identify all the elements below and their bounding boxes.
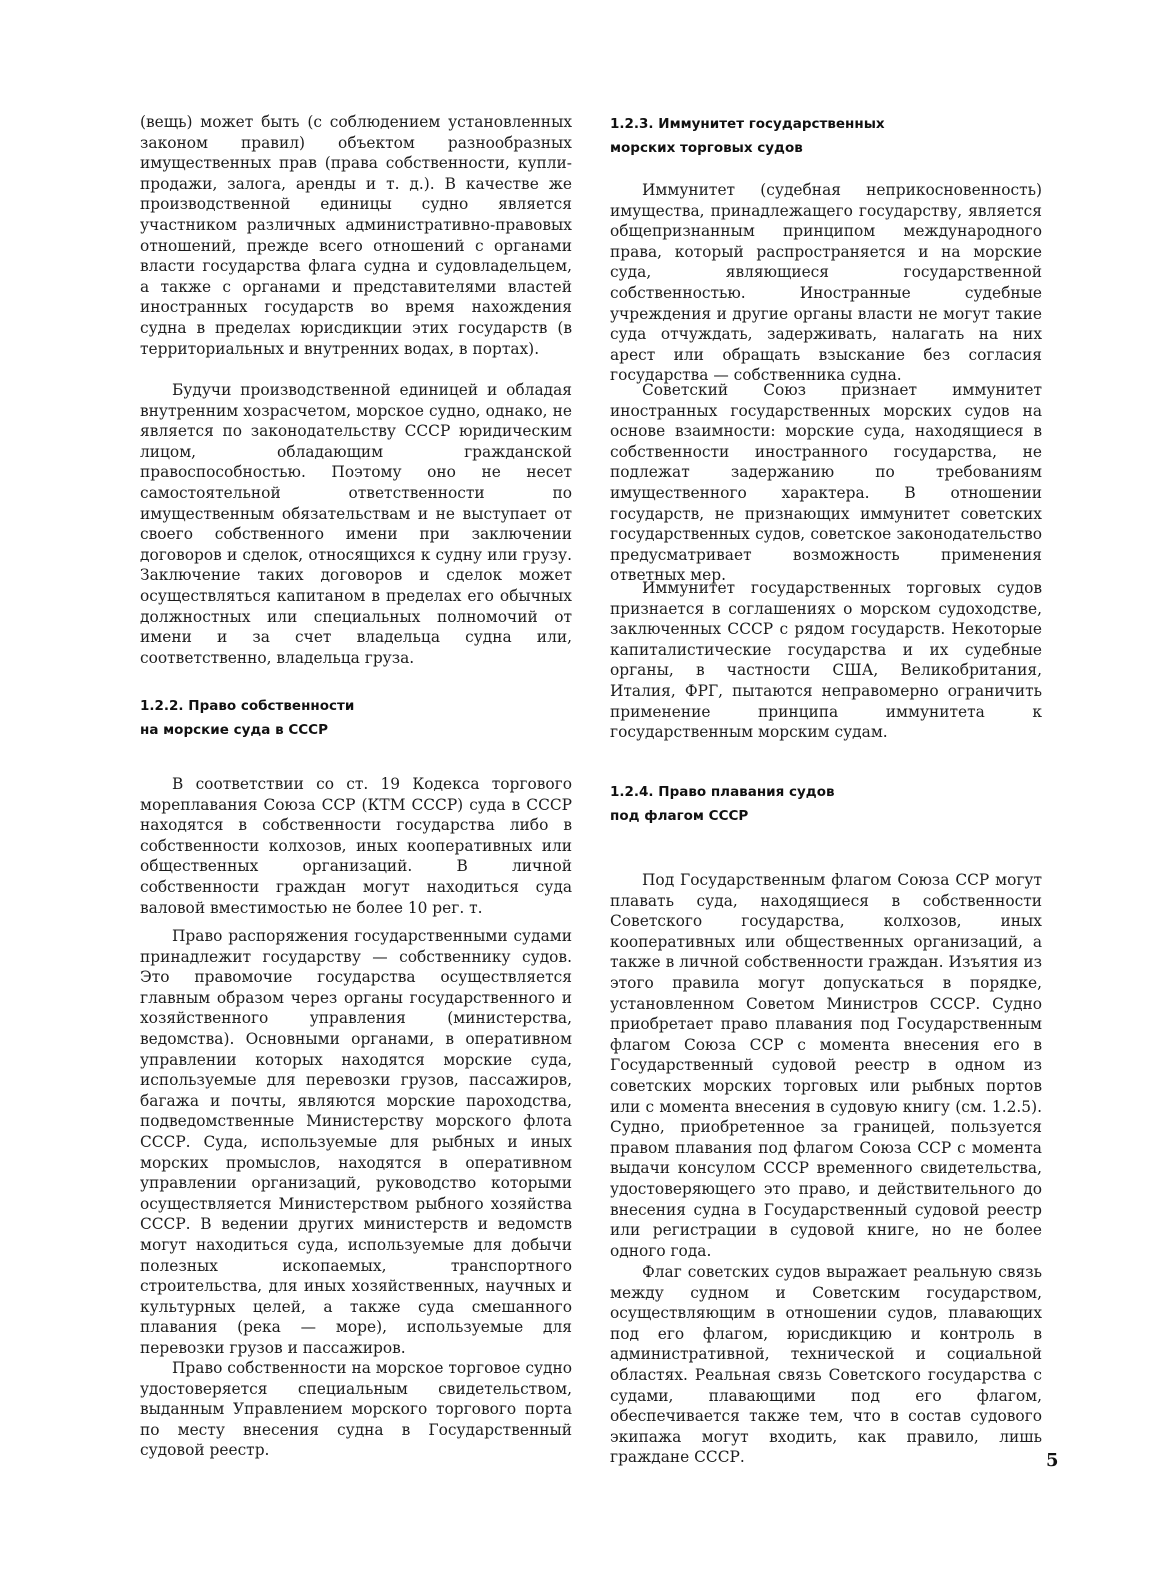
paragraph: Флаг советских судов выражает реальную связь между судном и Советским государством, осуществляющим в отношении судов, плавающих под его флагом, юрисдикцию и контроль в административной, технической и социальной областях. Реальная связь Советского государства с судами, плавающими под его флагом, обеспечивается также тем, что в состав судового экипажа могут входить, как правило, лишь граждане СССР. bbox=[610, 1263, 1042, 1467]
paragraph: Право собственности на морское торговое судно удостоверяется специальным свидетельством, выданным Управлением морского торгового порта по месту внесения судна в Государственный судовой реестр. bbox=[140, 1359, 572, 1460]
heading-line: под флагом СССР bbox=[610, 808, 749, 824]
paragraph: Будучи производственной единицей и обладая внутренним хозрасчетом, морское судно, однако, не является по законодательству СССР юридическим лицом, обладающим гражданской правоспособностью. Поэтому оно не несет самостоятельной ответственности по имущественным обязательствам и не выступает от своего собственного имени при заключении договоров и сделок, относящихся к судну или грузу. Заключение таких договоров и сделок может осуществляться капитаном в пределах его обычных должностных или специальных полномочий от имени и за счет владельца судна или, соответственно, владельца груза. bbox=[140, 381, 572, 667]
paragraph: Право распоряжения государственными судами принадлежит государству — собственнику судов. Это правомочие государства осуществляется главным образом через органы государственного и хозяйственного управления (министерства, ведомства). Основными органами, в оперативном управлении которых находятся морские суда, используемые для перевозки грузов, пассажиров, багажа и почты, являются морские пароходства, подведомственные Министерству морского флота СССР. Суда, используемые для рыбных и иных морских промыслов, находятся в оперативном управлении организаций, руководство которыми осуществляется Министерством рыбного хозяйства СССР. В ведении других министерств и ведомств могут находиться суда, используемые для добычи полезных ископаемых, транспортного строительства, для иных хозяйственных, научных и культурных целей, а также суда смешанного плавания (река — море), используемые для перевозки грузов и пассажиров. bbox=[140, 927, 572, 1357]
paragraph: Под Государственным флагом Союза ССР могут плавать суда, находящиеся в собственности Советского государства, колхозов, иных кооперативных или общественных организаций, а также в личной собственности граждан. Изъятия из этого правила могут допускаться в порядке, установленном Советом Министров СССР. Судно приобретает право плавания под Государственным флагом Союза ССР с момента внесения его в Государственный судовой реестр в одном из советских морских торговых или рыбных портов или с момента внесения в судовую книгу (см. 1.2.5). Судно, приобретенное за границей, пользуется правом плавания под флагом Союза ССР с момента выдачи консулом СССР временного свидетельства, удостоверяющего это право, и действительного до внесения судна в Государственный судовой реестр или регистрации в судовой книге, но не более одного года. bbox=[610, 871, 1042, 1260]
right-column bbox=[610, 112, 1042, 1468]
section-heading-1-2-2 bbox=[140, 694, 572, 774]
heading-line: 1.2.4. Право плавания судов bbox=[610, 784, 835, 800]
section-heading-1-2-3 bbox=[610, 112, 1042, 180]
page-number: 5 bbox=[1046, 1450, 1059, 1471]
paragraph: В соответствии со ст. 19 Кодекса торгового мореплавания Союза ССР (КТМ СССР) суда в СССР находятся в собственности государства либо в собственности колхозов, иных кооперативных или общественных организаций. В личной собственности граждан могут находиться суда валовой вместимостью не более 10 рег. т. bbox=[140, 775, 572, 917]
section-heading-1-2-4 bbox=[610, 780, 1042, 870]
left-column bbox=[140, 112, 572, 1461]
heading-line: 1.2.2. Право собственности bbox=[140, 698, 355, 714]
paragraph: Иммунитет (судебная неприкосновенность) имущества, принадлежащего государству, является общепризнанным принципом международного права, который распространяется и на морские суда, являющиеся государственной собственностью. Иностранные судебные учреждения и другие органы власти не могут такие суда отчуждать, задерживать, налагать на них арест или обращать взыскание без согласия государства — собственника судна. bbox=[610, 181, 1042, 385]
heading-line: 1.2.3. Иммунитет государственных bbox=[610, 116, 885, 132]
paragraph: Советский Союз признает иммунитет иностранных государственных морских судов на основе взаимности: морские суда, находящиеся в собственности иностранного государства, не подлежат задержанию по требованиям имущественного характера. В отношении государств, не признающих иммунитет советских государственных судов, советское законодательство предусматривает возможность применения ответных мер. bbox=[610, 381, 1042, 585]
paragraph: Иммунитет государственных торговых судов признается в соглашениях о морском судоходстве, заключенных СССР с рядом государств. Некоторые капиталистические государства и их судебные органы, в частности США, Великобритания, Италия, ФРГ, пытаются неправомерно ограничить применение принципа иммунитета к государственным морским судам. bbox=[610, 579, 1042, 742]
paragraph: (вещь) может быть (с соблюдением установленных законом правил) объектом разнообразных имущественных прав (права собственности, купли-продажи, залога, аренды и т. д.). В качестве же производственной единицы судно является участником различных административно-правовых отношений, прежде всего отношений с органами власти государства флага судна и судовладельцем, а также с органами и представителями властей иностранных государств во время нахождения судна в пределах юрисдикции этих государств (в территориальных и внутренних водах, в портах). bbox=[140, 113, 572, 358]
heading-line: морских торговых судов bbox=[610, 140, 803, 156]
heading-line: на морские суда в СССР bbox=[140, 722, 328, 738]
